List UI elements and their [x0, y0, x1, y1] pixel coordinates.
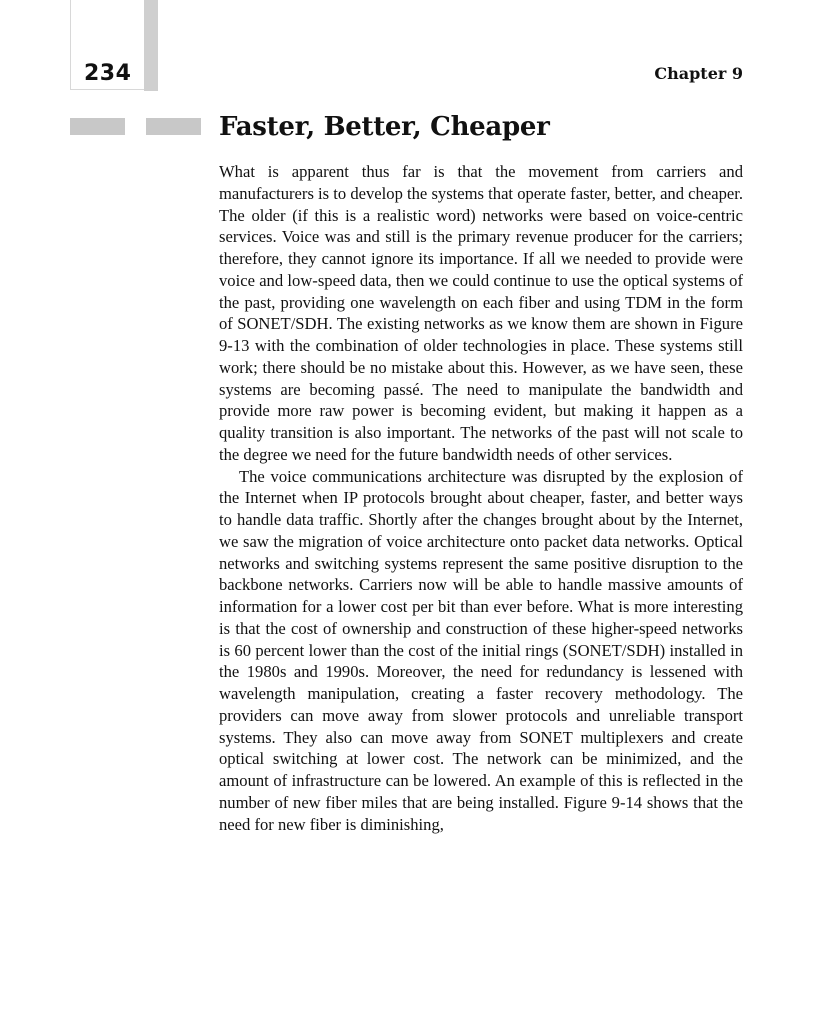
page-number-bar [144, 0, 158, 91]
section-decoration-block [146, 118, 201, 135]
section-decoration-block [70, 118, 125, 135]
paragraph: The voice communications architecture was disrupted by the explosion of the Internet when IP protocols brought about cheaper, faster, and better ways to handle data traffic. Shortly after the changes brought about by the Internet, we saw the migration of voice architecture onto packet data networks. Optical networks and switching systems represent the same positive disruption to the backbone networks. Carriers now will be able to handle massive amounts of information for a lower cost per bit than ever before. What is more interesting is that the cost of ownership and construction of these higher-speed networks is 60 percent lower than the cost of the initial rings (SONET/SDH) installed in the 1980s and 1990s. Moreover, the need for redundancy is lessened with wavelength manipulation, creating a faster recovery methodology. The providers can move away from slower protocols and unreliable transport systems. They also can move away from SONET multiplexers and create optical switching at lower cost. The network can be minimized, and the amount of infrastructure can be lowered. An example of this is reflected in the number of new fiber miles that are being installed. Figure 9-14 shows that the need for new fiber is diminishing, [219, 466, 743, 834]
paragraph: What is apparent thus far is that the movement from carriers and manufacturers is to develop the systems that operate faster, better, and cheaper. The older (if this is a realistic word) networks were based on voice-centric services. Voice was and still is the primary revenue producer for the carriers; therefore, they cannot ignore its importance. If all we needed to provide were voice and low-speed data, then we could continue to use the optical systems of the past, providing one wavelength on each fiber and using TDM in the form of SONET/SDH. The existing networks as we know them are shown in Figure 9-13 with the combination of older technologies in place. These systems still work; there should be no mistake about this. However, as we have seen, these systems are becoming passé. The need to manipulate the bandwidth and provide more raw power is becoming evident, but making it happen as a quality transition is also important. The networks of the past will not scale to the degree we need for the future bandwidth needs of other services. [219, 162, 743, 464]
page-number: 234 [84, 61, 132, 86]
section-title: Faster, Better, Cheaper [219, 112, 550, 142]
chapter-label: Chapter 9 [654, 64, 743, 83]
body-text [219, 161, 743, 835]
